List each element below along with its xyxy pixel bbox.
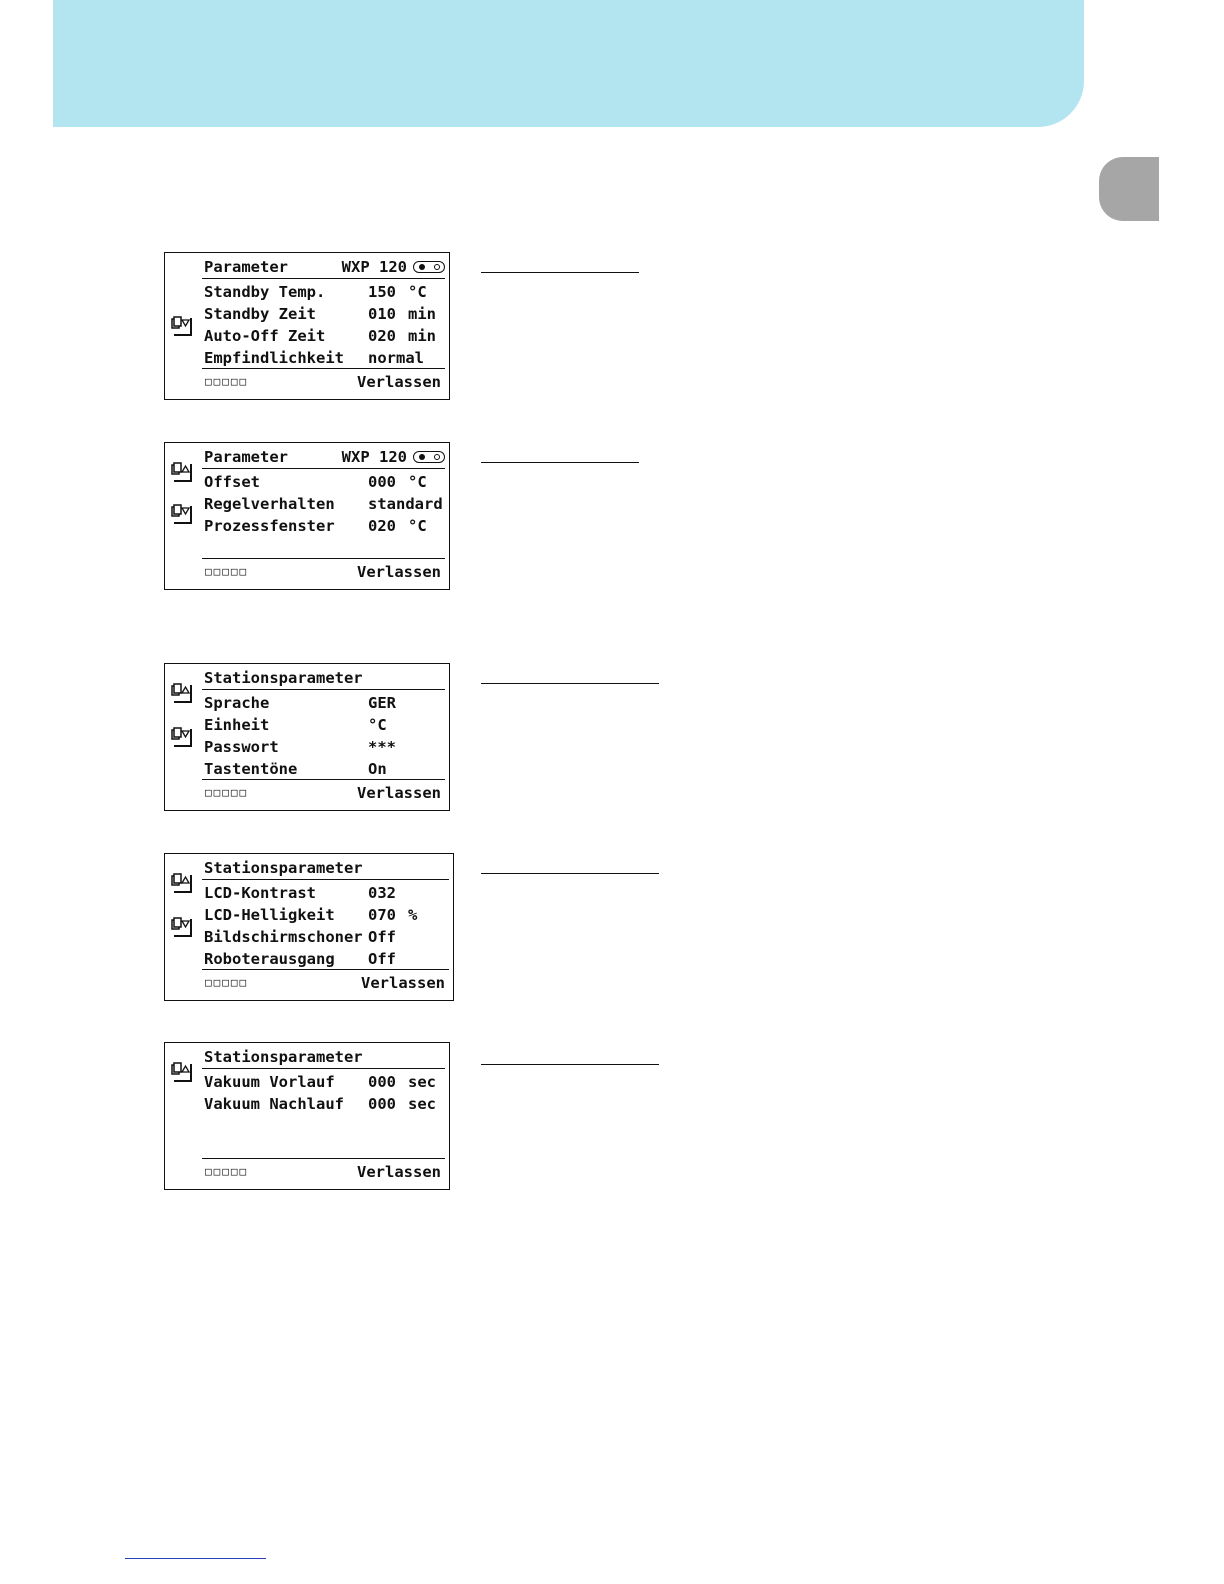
param-label: Standby Temp. bbox=[204, 283, 326, 301]
param-row[interactable] bbox=[204, 1071, 445, 1093]
param-row[interactable] bbox=[204, 493, 445, 515]
lcd-footer bbox=[202, 969, 449, 996]
param-label: Sprache bbox=[204, 694, 270, 712]
toggle-icon bbox=[413, 451, 445, 463]
callout-line bbox=[481, 1064, 659, 1065]
lcd-screen-station-3 bbox=[164, 1042, 450, 1190]
exit-button[interactable]: Verlassen bbox=[357, 784, 441, 802]
param-label: Vakuum Nachlauf bbox=[204, 1095, 344, 1113]
lcd-title-bar bbox=[202, 256, 445, 279]
param-value: 000 bbox=[368, 473, 396, 491]
page-indicator-dots: □□□□□ bbox=[205, 786, 249, 799]
callout-line bbox=[481, 462, 639, 463]
param-value: 000 bbox=[368, 1073, 396, 1091]
param-unit: sec bbox=[408, 1095, 436, 1113]
param-label: LCD-Kontrast bbox=[204, 884, 316, 902]
page-indicator-dots: □□□□□ bbox=[205, 565, 249, 578]
page-up-icon[interactable] bbox=[170, 462, 194, 486]
screen-title: Stationsparameter bbox=[204, 1048, 363, 1066]
param-label: Standby Zeit bbox=[204, 305, 316, 323]
param-row[interactable] bbox=[204, 714, 445, 736]
param-row[interactable] bbox=[204, 515, 445, 537]
exit-button[interactable]: Verlassen bbox=[361, 974, 445, 992]
lcd-footer bbox=[202, 779, 445, 806]
param-row[interactable] bbox=[204, 325, 445, 347]
param-value: 010 bbox=[368, 305, 396, 323]
param-row[interactable] bbox=[204, 471, 445, 493]
param-value: Off bbox=[368, 928, 396, 946]
page-down-icon[interactable] bbox=[170, 504, 194, 528]
callout-line bbox=[481, 873, 659, 874]
model-label: WXP 120 bbox=[341, 448, 407, 466]
page-down-icon[interactable] bbox=[170, 727, 194, 751]
exit-button[interactable]: Verlassen bbox=[357, 563, 441, 581]
param-row[interactable] bbox=[204, 736, 445, 758]
param-label: Offset bbox=[204, 473, 260, 491]
exit-button[interactable]: Verlassen bbox=[357, 373, 441, 391]
param-label: Passwort bbox=[204, 738, 279, 756]
param-row[interactable] bbox=[204, 303, 445, 325]
param-label: Prozessfenster bbox=[204, 517, 335, 535]
param-unit: °C bbox=[408, 517, 427, 535]
lcd-title-bar bbox=[202, 667, 445, 690]
chapter-tab bbox=[1099, 157, 1159, 221]
param-row[interactable] bbox=[204, 347, 445, 369]
param-row[interactable] bbox=[204, 281, 445, 303]
page-down-icon[interactable] bbox=[170, 917, 194, 941]
param-unit: °C bbox=[408, 283, 427, 301]
param-row[interactable] bbox=[204, 948, 449, 970]
param-label: Bildschirmschoner bbox=[204, 928, 363, 946]
param-value: 070 bbox=[368, 906, 396, 924]
param-label: Vakuum Vorlauf bbox=[204, 1073, 335, 1091]
lcd-footer bbox=[202, 368, 445, 395]
param-value: °C bbox=[368, 716, 387, 734]
screen-title: Parameter bbox=[204, 448, 288, 466]
param-value: GER bbox=[368, 694, 396, 712]
header-band bbox=[53, 0, 1084, 127]
lcd-screen-parameter-2 bbox=[164, 442, 450, 590]
param-value: 000 bbox=[368, 1095, 396, 1113]
callout-line bbox=[481, 272, 639, 273]
lcd-title-bar bbox=[202, 1046, 445, 1069]
page-up-icon[interactable] bbox=[170, 873, 194, 897]
page-up-icon[interactable] bbox=[170, 1062, 194, 1086]
param-unit: min bbox=[408, 305, 436, 323]
model-label: WXP 120 bbox=[341, 258, 407, 276]
lcd-title-bar bbox=[202, 857, 449, 880]
param-label: Roboterausgang bbox=[204, 950, 335, 968]
param-row[interactable] bbox=[204, 692, 445, 714]
footer-link-underline bbox=[125, 1558, 266, 1559]
screen-title: Stationsparameter bbox=[204, 859, 363, 877]
lcd-title-bar bbox=[202, 446, 445, 469]
param-unit: % bbox=[408, 906, 418, 924]
param-value: On bbox=[368, 760, 387, 778]
param-row[interactable] bbox=[204, 904, 449, 926]
callout-line bbox=[481, 683, 659, 684]
lcd-screen-station-1 bbox=[164, 663, 450, 811]
exit-button[interactable]: Verlassen bbox=[357, 1163, 441, 1181]
param-row[interactable] bbox=[204, 758, 445, 780]
param-row[interactable] bbox=[204, 882, 449, 904]
param-value: standard bbox=[368, 495, 443, 513]
screen-title: Parameter bbox=[204, 258, 288, 276]
page-down-icon[interactable] bbox=[170, 316, 194, 340]
screen-title: Stationsparameter bbox=[204, 669, 363, 687]
param-unit: sec bbox=[408, 1073, 436, 1091]
param-value: 150 bbox=[368, 283, 396, 301]
lcd-footer bbox=[202, 1158, 445, 1185]
param-value: Off bbox=[368, 950, 396, 968]
param-label: Tastentöne bbox=[204, 760, 298, 778]
param-value: 032 bbox=[368, 884, 396, 902]
page-indicator-dots: □□□□□ bbox=[205, 976, 249, 989]
param-label: Regelverhalten bbox=[204, 495, 335, 513]
page-indicator-dots: □□□□□ bbox=[205, 1165, 249, 1178]
lcd-footer bbox=[202, 558, 445, 585]
lcd-screen-parameter-1 bbox=[164, 252, 450, 400]
lcd-screen-station-2 bbox=[164, 853, 454, 1001]
param-label: Empfindlichkeit bbox=[204, 349, 344, 367]
param-value: 020 bbox=[368, 517, 396, 535]
param-row[interactable] bbox=[204, 1093, 445, 1115]
param-label: Auto-Off Zeit bbox=[204, 327, 326, 345]
param-label: Einheit bbox=[204, 716, 270, 734]
page-indicator-dots: □□□□□ bbox=[205, 375, 249, 388]
param-unit: min bbox=[408, 327, 436, 345]
param-value: 020 bbox=[368, 327, 396, 345]
param-value: normal bbox=[368, 349, 424, 367]
page-up-icon[interactable] bbox=[170, 683, 194, 707]
param-row[interactable] bbox=[204, 926, 449, 948]
toggle-icon bbox=[413, 261, 445, 273]
param-unit: °C bbox=[408, 473, 427, 491]
param-label: LCD-Helligkeit bbox=[204, 906, 335, 924]
param-value: *** bbox=[368, 738, 396, 756]
